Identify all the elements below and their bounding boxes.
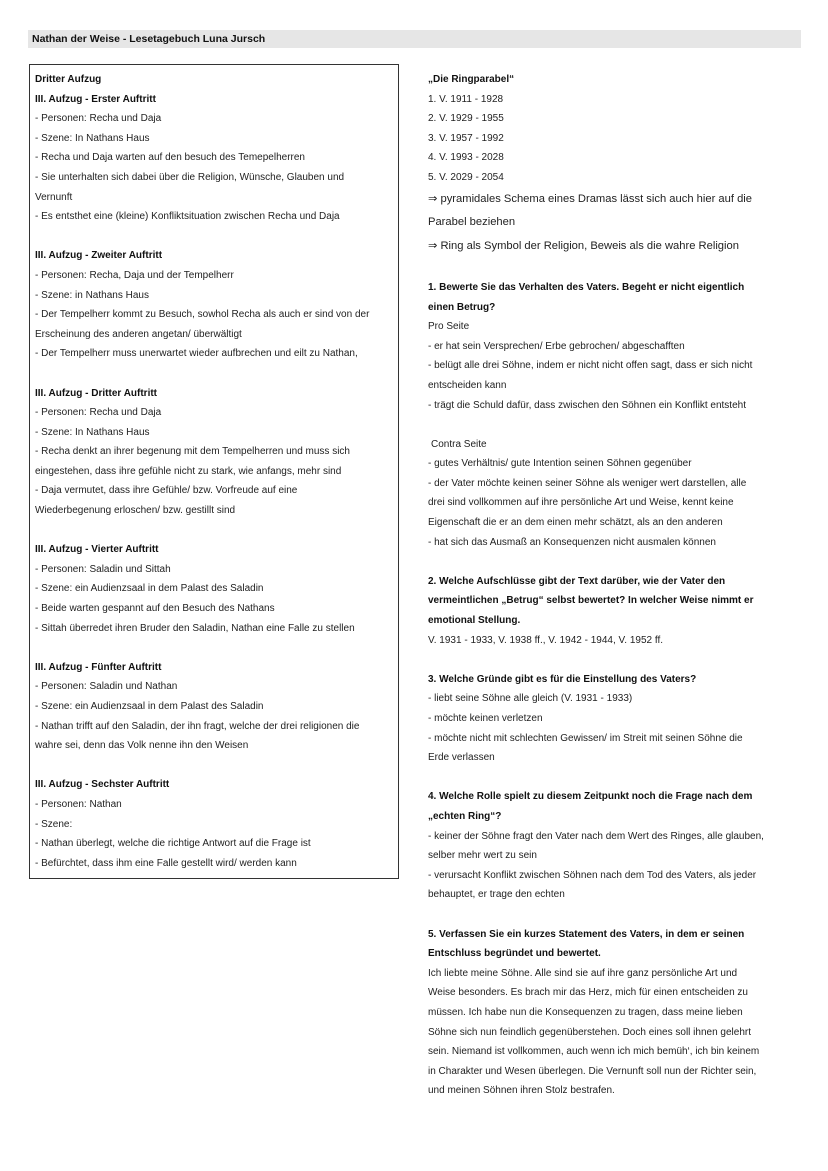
- verse-range: 2. V. 1929 - 1955: [428, 113, 504, 125]
- answer-line: - möchte nicht mit schlechten Gewissen/ im Streit mit seinen Söhne die: [428, 732, 743, 744]
- scene-line: Wiederbegenung erloschen/ bzw. gestillt sind: [35, 505, 236, 517]
- answer-line: entscheiden kann: [428, 379, 507, 391]
- answer-line: - verursacht Konflikt zwischen Söhnen nach dem Tod des Vaters, als jeder: [428, 869, 757, 881]
- question-2: [428, 572, 803, 650]
- answer-line: sein. Niemand ist vollkommen, auch wenn ich mich bemüh‘, ich bin keinem: [428, 1046, 760, 1058]
- verse-range: 3. V. 1957 - 1992: [428, 132, 504, 144]
- scene-line: - Nathan überlegt, welche die richtige Antwort auf die Frage ist: [35, 838, 311, 850]
- scene-block: [35, 775, 397, 873]
- answer-line: Weise besonders. Es brach mir das Herz, mich für einen entscheiden zu: [428, 987, 748, 999]
- question-5: [428, 925, 803, 1101]
- verse-range: 1. V. 1911 - 1928: [428, 93, 504, 105]
- question-title: einen Betrug?: [428, 301, 496, 313]
- answer-line: Eigenschaft die er an dem einen mehr schätzt, als an den anderen: [428, 517, 723, 529]
- answer-line: - keiner der Söhne fragt den Vater nach dem Wert des Ringes, alle glauben,: [428, 830, 764, 842]
- answer-line: - belügt alle drei Söhne, indem er nicht nicht offen sagt, dass er sich nicht: [428, 360, 753, 372]
- scene-line: - Szene: In Nathans Haus: [35, 426, 150, 438]
- pro-label: Pro Seite: [428, 321, 470, 333]
- scene-line: - Szene: in Nathans Haus: [35, 289, 149, 301]
- scene-line: eingestehen, dass ihre gefühle nicht zu stark, wie anfangs, mehr sind: [35, 465, 342, 477]
- question-title: Entschluss begründet und bewertet.: [428, 948, 601, 960]
- answer-line: - der Vater möchte keinen seiner Söhne als weniger wert darstellen, alle: [428, 477, 747, 489]
- answer-line: Söhne sich nun feindlich gegenüberstehen. Doch eines soll ihnen gelehrt: [428, 1026, 752, 1038]
- scene-block: [35, 384, 397, 521]
- scene-block: [35, 658, 397, 756]
- answer-line: und meinen Söhnen ihren Stolz bestrafen.: [428, 1085, 615, 1097]
- scene-line: - Der Tempelherr kommt zu Besuch, sowhol Recha als auch er sind von der: [35, 309, 370, 321]
- answer-line: müssen. Ich habe nun die Konsequenzen zu tragen, dass meine lieben: [428, 1006, 743, 1018]
- verse-range: 5. V. 2029 - 2054: [428, 171, 504, 183]
- scene-title: III. Aufzug - Dritter Auftritt: [35, 387, 158, 399]
- header-bar: [28, 30, 801, 48]
- scene-title: III. Aufzug - Zweiter Auftritt: [35, 250, 163, 262]
- question-title: 2. Welche Aufschlüsse gibt der Text darüber, wie der Vater den: [428, 575, 726, 587]
- scene-line: - Szene:: [35, 818, 73, 830]
- question-title: „echten Ring“?: [428, 810, 502, 822]
- answer-line: Erde verlassen: [428, 752, 495, 764]
- scene-line: - Personen: Nathan: [35, 798, 122, 810]
- scene-line: wahre sei, denn das Volk nenne ihn den Weisen: [35, 740, 249, 752]
- scene-title: III. Aufzug - Fünfter Auftritt: [35, 661, 162, 673]
- question-title: 4. Welche Rolle spielt zu diesem Zeitpunkt noch die Frage nach dem: [428, 791, 753, 803]
- answer-line: drei sind vollkommen auf ihre persönliche Art und Weise, kennt keine: [428, 497, 734, 509]
- question-3: [428, 670, 803, 768]
- scene-title: III. Aufzug - Vierter Auftritt: [35, 544, 159, 556]
- scene-line: Erscheinung des anderen angetan/ überwältigt: [35, 328, 242, 340]
- question-title: 3. Welche Gründe gibt es für die Einstellung des Vaters?: [428, 673, 697, 685]
- answer-line: - trägt die Schuld dafür, dass zwischen den Söhnen ein Konflikt entsteht: [428, 399, 746, 411]
- contra-label: Contra Seite: [431, 438, 487, 450]
- answer-line: V. 1931 - 1933, V. 1938 ff., V. 1942 - 1944, V. 1952 ff.: [428, 634, 664, 646]
- arrow-note: Parabel beziehen: [428, 216, 516, 229]
- question-1: [428, 278, 803, 552]
- scene-line: - Nathan trifft auf den Saladin, der ihn fragt, welche der drei religionen die: [35, 720, 360, 732]
- scene-line: - Befürchtet, dass ihm eine Falle gestellt wird/ werden kann: [35, 857, 297, 869]
- scene-block: [35, 246, 397, 364]
- scene-line: - Personen: Saladin und Nathan: [35, 681, 178, 693]
- scene-line: - Es entsthet eine (kleine) Konfliktsituation zwischen Recha und Daja: [35, 211, 340, 223]
- answer-line: behauptet, er trage den echten: [428, 889, 565, 901]
- left-column: [35, 70, 397, 873]
- scene-line: - Personen: Recha, Daja und der Tempelherr: [35, 269, 234, 281]
- scene-line: - Sie unterhalten sich dabei über die Religion, Wünsche, Glauben und: [35, 171, 345, 183]
- question-title: 1. Bewerte Sie das Verhalten des Vaters. Begeht er nicht eigentlich: [428, 281, 745, 293]
- verse-range: 4. V. 1993 - 2028: [428, 152, 504, 164]
- question-title: 5. Verfassen Sie ein kurzes Statement des Vaters, in dem er seinen: [428, 928, 745, 940]
- scene-line: - Personen: Saladin und Sittah: [35, 563, 171, 575]
- scene-line: - Szene: ein Audienzsaal in dem Palast des Saladin: [35, 583, 264, 595]
- answer-line: - liebt seine Söhne alle gleich (V. 1931 - 1933): [428, 693, 633, 705]
- scene-line: - Der Tempelherr muss unerwartet wieder aufbrechen und eilt zu Nathan,: [35, 348, 358, 360]
- arrow-note: ⇒ pyramidales Schema eines Dramas lässt sich auch hier auf die: [428, 192, 753, 205]
- scene-line: - Personen: Recha und Daja: [35, 407, 162, 419]
- scene-line: - Szene: ein Audienzsaal in dem Palast des Saladin: [35, 701, 264, 712]
- answer-line: selber mehr wert zu sein: [428, 850, 537, 862]
- answer-line: - gutes Verhältnis/ gute Intention seinen Söhnen gegenüber: [428, 458, 692, 470]
- answer-line: in Charakter und Wesen überlegen. Die Vernunft soll nun der Richter sein,: [428, 1065, 757, 1077]
- scene-title: III. Aufzug - Erster Auftritt: [35, 93, 156, 105]
- scene-line: - Recha denkt an ihrer begenung mit dem Tempelherren und muss sich: [35, 446, 350, 458]
- page-title: Nathan der Weise - Lesetagebuch Luna Jursch: [32, 33, 266, 45]
- scene-line: - Beide warten gespannt auf den Besuch des Nathans: [35, 603, 275, 615]
- act-heading: Dritter Aufzug: [35, 74, 102, 85]
- scene-line: - Daja vermutet, dass ihre Gefühle/ bzw. Vorfreude auf eine: [35, 485, 298, 497]
- ring-parable-title: „Die Ringparabel“: [428, 74, 515, 85]
- answer-line: - er hat sein Versprechen/ Erbe gebrochen/ abgeschafften: [428, 340, 685, 352]
- arrow-note: ⇒ Ring als Symbol der Religion, Beweis als die wahre Religion: [428, 239, 739, 252]
- scene-line: Vernunft: [35, 191, 73, 203]
- right-column: [428, 70, 803, 1101]
- question-title: vermeintlichen „Betrug“ selbst bewertet? In welcher Weise nimmt er: [428, 595, 754, 607]
- scene-line: - Personen: Recha und Daja: [35, 113, 162, 125]
- answer-line: Ich liebte meine Söhne. Alle sind sie auf ihre ganz persönliche Art und: [428, 967, 738, 979]
- scene-line: - Recha und Daja warten auf den besuch des Temepelherren: [35, 152, 305, 164]
- answer-line: - möchte keinen verletzen: [428, 713, 543, 724]
- answer-line: - hat sich das Ausmaß an Konsequenzen nicht ausmalen können: [428, 536, 716, 548]
- scene-block: [35, 90, 397, 227]
- question-title: emotional Stellung.: [428, 615, 521, 627]
- scene-block: [35, 540, 397, 638]
- scene-title: III. Aufzug - Sechster Auftritt: [35, 779, 170, 791]
- scene-line: - Sittah überredet ihren Bruder den Saladin, Nathan eine Falle zu stellen: [35, 622, 355, 634]
- scene-line: - Szene: In Nathans Haus: [35, 132, 150, 144]
- question-4: [428, 787, 803, 905]
